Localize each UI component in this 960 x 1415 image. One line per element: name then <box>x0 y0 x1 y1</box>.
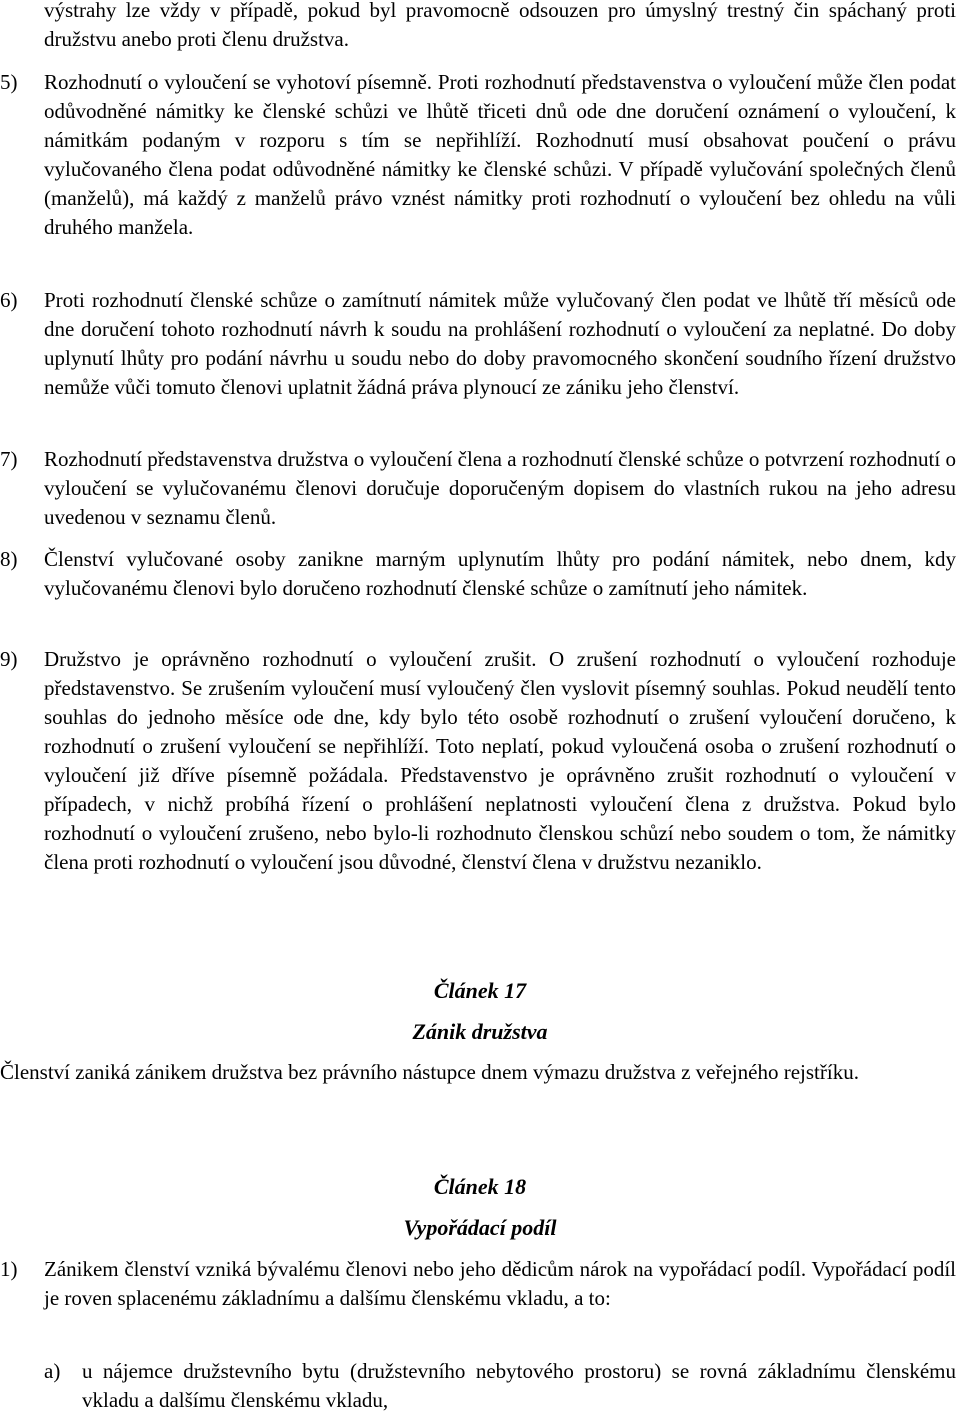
item-number: 5) <box>0 70 18 94</box>
article-18-title: Vypořádací podíl <box>403 1215 557 1240</box>
item-text: Družstvo je oprávněno rozhodnutí o vyloučení zrušit. O zrušení rozhodnutí o vyloučení rozhoduje představenstvo. Se zrušením vyloučení musí vyloučený člen vyslovit písemný souhlas. Pokud neudělí tento souhlas do jednoho měsíce ode dne, kdy bylo této osobě rozhodnutí o zrušení vyloučení doručeno, k rozhodnutí o zrušení vyloučení se nepřihlíží. Toto neplatí, pokud vyloučená osoba o zrušení rozhodnutí o vyloučení již dříve písemně požádala. Představenstvo je oprávněno zrušit rozhodnutí o vyloučení v případech, v nichž probíhá řízení o prohlášení neplatnosti vyloučení člena z družstva. Pokud bylo rozhodnutí o vyloučení zrušeno, nebo bylo-li rozhodnuto členskou schůzí nebo soudem o tom, že námitky člena proti rozhodnutí o vyloučení jsou důvodné, členství člena v družstvu nezaniklo. <box>44 647 956 874</box>
item-number: 9) <box>0 647 18 671</box>
item-text: Zánikem členství vzniká bývalému členovi nebo jeho dědicům nárok na vypořádací podíl. Vypořádací podíl je roven splacenému základnímu a dalšímu členskému vkladu, a to: <box>44 1257 956 1310</box>
item-text: Rozhodnutí představenstva družstva o vyloučení člena a rozhodnutí členské schůze o potvrzení rozhodnutí o vyloučení se vylučovanému členovi doručuje doporučeným dopisem do vlastních rukou na jeho adresu uvedenou v seznamu členů. <box>44 447 956 529</box>
continuation-paragraph: výstrahy lze vždy v případě, pokud byl pravomocně odsouzen pro úmyslný trestný čin spáchaný proti družstvu anebo proti členu družstva. <box>44 0 956 51</box>
list-item-8 <box>0 545 956 603</box>
article-17-text: Členství zaniká zánikem družstva bez právního nástupce dnem výmazu družstva z veřejného rejstříku. <box>0 1060 859 1084</box>
item-text: Členství vylučované osoby zanikne marným uplynutím lhůty pro podání námitek, nebo dnem, kdy vylučovanému členovi bylo doručeno rozhodnutí členské schůze o zamítnutí jeho námitek. <box>44 547 956 600</box>
item-number: 6) <box>0 288 18 312</box>
article-18-subitem-a <box>44 1357 956 1415</box>
item-text: Rozhodnutí o vyloučení se vyhotoví písemně. Proti rozhodnutí představenstva o vyloučení může člen podat odůvodněné námitky ke členské schůzi ve lhůtě třiceti dnů ode dne doručení oznámení o vyloučení, k námitkám podaným v rozporu s tím se nepřihlíží. Rozhodnutí musí obsahovat poučení o právu vylučovaného člena podat odůvodněné námitky ke členské schůzi. V případě vylučování společných členů (manželů), má každý z manželů právo vznést námitky proti rozhodnutí o vyloučení bez ohledu na vůli druhého manžela. <box>44 70 956 239</box>
subitem-text: u nájemce družstevního bytu (družstevního nebytového prostoru) se rovná základnímu členskému vkladu a dalšímu členskému vkladu, <box>82 1359 956 1412</box>
item-text: Proti rozhodnutí členské schůze o zamítnutí námitek může vylučovaný člen podat ve lhůtě tří měsíců ode dne doručení tohoto rozhodnutí návrh k soudu na prohlášení rozhodnutí o vyloučení za neplatné. Do doby uplynutí lhůty pro podání návrhu u soudu nebo do doby pravomocného skončení soudního řízení družstvo nemůže vůči tomuto členovi uplatnit žádná práva plynoucí ze zániku jeho členství. <box>44 288 956 399</box>
subitem-letter: a) <box>44 1359 61 1383</box>
item-number: 8) <box>0 547 18 571</box>
list-item-7 <box>0 445 956 532</box>
article-17-number: Článek 17 <box>433 978 527 1003</box>
article-18-number: Článek 18 <box>433 1174 527 1199</box>
item-number: 1) <box>0 1257 18 1281</box>
article-17-title: Zánik družstva <box>412 1019 548 1044</box>
article-18-item-1 <box>0 1255 956 1313</box>
item-number: 7) <box>0 447 18 471</box>
list-item-9 <box>0 645 956 877</box>
list-item-5 <box>0 68 956 242</box>
list-item-6 <box>0 286 956 402</box>
